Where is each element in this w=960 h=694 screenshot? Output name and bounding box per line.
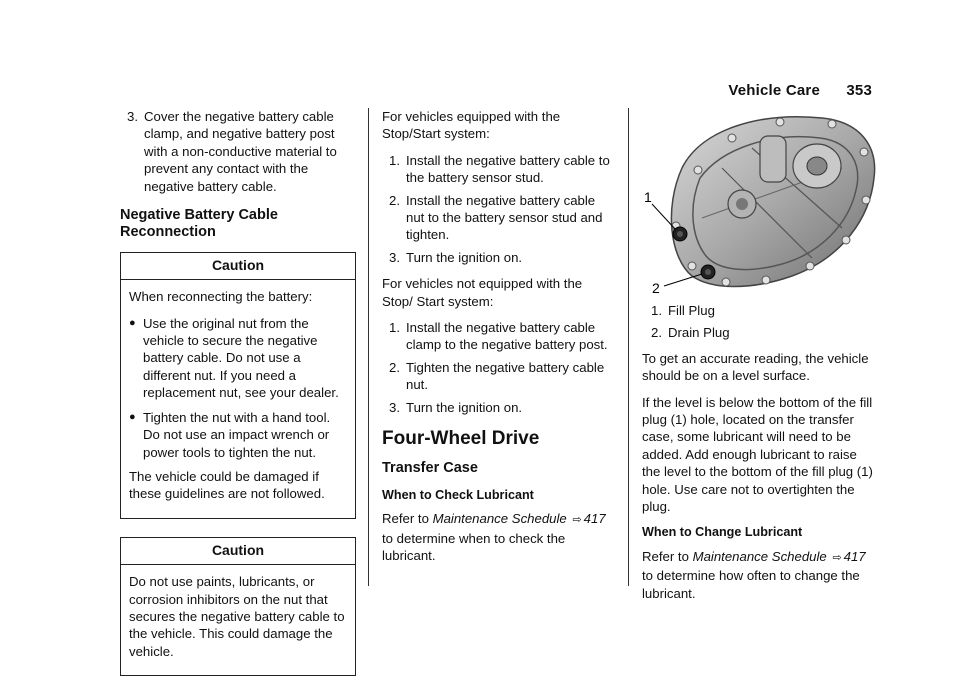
list-item: 1. Fill Plug bbox=[651, 303, 715, 318]
transfer-case-illustration bbox=[642, 108, 878, 294]
column-right bbox=[642, 108, 878, 611]
section-heading: Transfer Case bbox=[382, 459, 478, 476]
cross-reference-link[interactable]: Maintenance Schedule bbox=[692, 548, 827, 564]
transfer-case-figure bbox=[642, 108, 878, 294]
paragraph: For vehicles not equipped with the Stop/ Start system: bbox=[382, 276, 583, 309]
list-item: 1. Install the negative battery cable to the battery sensor stud. bbox=[389, 152, 610, 186]
column-left bbox=[120, 108, 356, 694]
list-item: 3. Turn the ignition on. bbox=[389, 249, 523, 265]
column-middle bbox=[382, 108, 612, 574]
caution-intro: When reconnecting the battery: bbox=[129, 289, 313, 305]
callout-label-1: 1 bbox=[644, 189, 652, 205]
caution-box bbox=[120, 252, 356, 519]
paragraph: If the level is below the bottom of the fill plug (1) hole, located on the transfer case, some lubricant will need to be added. Add enough lubricant to raise the level to the bottom of the fill plug (1) hole. Use care not to overtighten the plug. bbox=[642, 394, 873, 515]
bullet-icon: ● bbox=[129, 316, 136, 329]
column-divider bbox=[368, 108, 369, 586]
page-reference: 417 bbox=[843, 548, 866, 564]
arrow-right-icon: ⇨ bbox=[572, 514, 582, 527]
page-number: 353 bbox=[846, 82, 872, 99]
list-item: ● Use the original nut from the vehicle to secure the negative battery cable. Do not use a different nut. If you need a replacement nut, see your dealer. bbox=[129, 315, 339, 401]
cross-reference-link[interactable]: Maintenance Schedule bbox=[432, 511, 567, 527]
list-item: 2. Tighten the negative battery cable nut. bbox=[389, 359, 605, 393]
caution-title: Caution bbox=[121, 253, 355, 280]
paragraph: Refer to Maintenance Schedule ⇨ 417 to determine when to check the lubricant. bbox=[382, 511, 606, 564]
bullet-icon: ● bbox=[129, 410, 136, 423]
list-item: 3. Cover the negative battery cable clamp, and negative battery post with a non-conductive material to prevent any contact with the negative battery cable. bbox=[127, 109, 337, 194]
list-item: ● Tighten the nut with a hand tool. Do not use an impact wrench or power tools to tighten the nut. bbox=[129, 409, 331, 460]
caution-box bbox=[120, 537, 356, 676]
paragraph: For vehicles equipped with the Stop/Start system: bbox=[382, 109, 561, 142]
subsection-heading: When to Change Lubricant bbox=[642, 525, 803, 540]
list-item: 2. Drain Plug bbox=[651, 325, 730, 341]
section-heading: Negative Battery Cable Reconnection bbox=[120, 207, 278, 241]
page-reference: 417 bbox=[583, 511, 606, 527]
list-item: 1. Install the negative battery cable clamp to the negative battery post. bbox=[389, 320, 608, 353]
figure-caption bbox=[642, 302, 878, 342]
subsection-heading: When to Check Lubricant bbox=[382, 487, 534, 502]
callout-label-2: 2 bbox=[652, 280, 660, 294]
caution-text: Do not use paints, lubricants, or corrosion inhibitors on the nut that secures the negative battery cable to the vehicle. This could damage the vehicle. bbox=[129, 574, 345, 659]
chapter-heading: Four-Wheel Drive bbox=[382, 428, 540, 450]
caution-outro: The vehicle could be damaged if these guidelines are not followed. bbox=[129, 468, 325, 502]
page-header bbox=[728, 82, 872, 99]
paragraph: Refer to Maintenance Schedule ⇨ 417 to determine how often to change the lubricant. bbox=[642, 548, 866, 601]
column-divider bbox=[628, 108, 629, 586]
paragraph: To get an accurate reading, the vehicle should be on a level surface. bbox=[642, 350, 869, 384]
caution-title: Caution bbox=[121, 538, 355, 565]
list-item: 3. Turn the ignition on. bbox=[389, 399, 523, 415]
section-title: Vehicle Care bbox=[728, 82, 820, 99]
arrow-right-icon: ⇨ bbox=[832, 551, 842, 564]
list-item: 2. Install the negative battery cable nut to the battery sensor stud and tighten. bbox=[389, 192, 603, 243]
